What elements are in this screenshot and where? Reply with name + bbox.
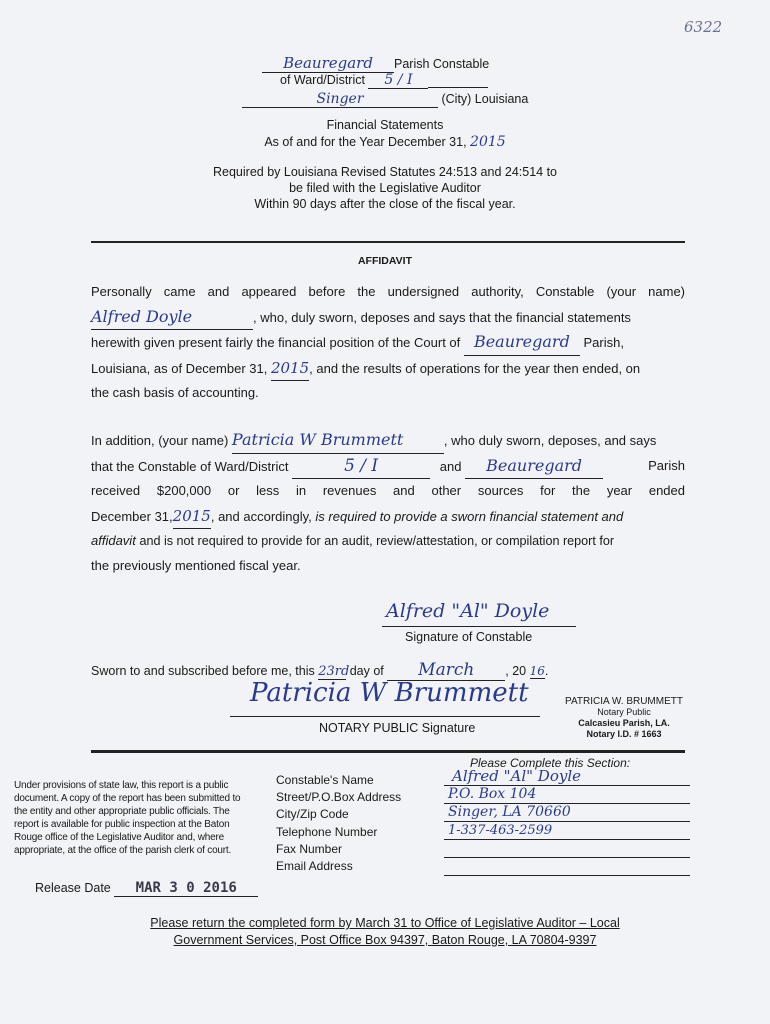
side-note-line: the entity and other appropriate public officials. The	[14, 806, 230, 817]
sworn-year: 16	[529, 664, 545, 678]
side-note-line: Rouge office of the Legislative Auditor and, where	[14, 832, 224, 843]
notary-signature-line	[230, 716, 540, 717]
stamp-name: PATRICIA W. BRUMMETT	[565, 696, 683, 707]
please-complete-label: Please Complete this Section:	[470, 756, 631, 770]
document-number: 6322	[684, 18, 723, 36]
p1-line-1: Personally came and appeared before the undersigned authority, Constable (your name)	[91, 284, 685, 299]
stamp-id: Notary I.D. # 1663	[586, 729, 662, 739]
city-label: (City) Louisiana	[441, 92, 529, 106]
label-telephone: Telephone Number	[276, 824, 378, 839]
p2-parish: Beauregard	[465, 454, 603, 480]
label-constable-name: Constable's Name	[276, 773, 374, 787]
affidavit-title: AFFIDAVIT	[357, 255, 413, 267]
sworn-line: Sworn to and subscribed before me, this 23rd day of March , 20 16.	[91, 660, 549, 680]
sworn-a: Sworn to and subscribed before me, this	[91, 664, 315, 678]
ward-label: of Ward/District	[280, 73, 365, 87]
value-fax	[444, 840, 690, 858]
side-note-line: Under provisions of state law, this report is a public	[14, 780, 229, 791]
constable-signature: Alfred "Al" Doyle	[386, 600, 550, 622]
footer-text-1: Please return the completed form by March 31 to Office of Legislative Auditor – Local	[150, 916, 620, 930]
constable-signature-label: Signature of Constable	[405, 630, 533, 644]
side-note-line: document. A copy of the report has been submitted to	[14, 793, 241, 804]
parish-handwritten: Beauregard	[262, 54, 394, 73]
p1-year: 2015	[271, 356, 309, 382]
footer-line-2	[0, 933, 770, 947]
label-city-zip: City/Zip Code	[276, 807, 349, 822]
contact-labels	[276, 772, 401, 875]
p2-line-3: received $200,000 or less in revenues and other sources for the year ended	[91, 483, 685, 498]
parish-line	[262, 54, 489, 73]
p2-line-1	[91, 428, 685, 454]
footer-text-2: Government Services, Post Office Box 94397, Baton Rouge, LA 70804-9397	[173, 933, 597, 947]
value-telephone: 1-337-463-2599	[444, 822, 690, 840]
required-line-2: be filed with the Legislative Auditor	[289, 181, 481, 195]
p1-line-5: the cash basis of accounting.	[91, 385, 259, 400]
ward-blank	[428, 73, 488, 88]
notary-signature: Patricia W Brummett	[250, 678, 529, 708]
stamp-title: Notary Public	[597, 707, 651, 717]
p2-year: 2015	[173, 504, 211, 530]
p1-parish: Beauregard	[464, 330, 580, 356]
year-handwritten: 2015	[470, 134, 506, 150]
p1-b: , who, duly sworn, deposes and says that the financial statements	[253, 309, 631, 325]
public-document-note	[14, 779, 276, 857]
p2-italic-2: affidavit	[91, 533, 136, 548]
sworn-c: , 20	[505, 664, 527, 678]
sworn-month: March	[387, 660, 505, 681]
affidavit-paragraph-2	[91, 428, 685, 578]
p2-line-2	[91, 454, 685, 480]
p1-d: Parish,	[583, 335, 624, 350]
p1-c: herewith given present fairly the financial position of the Court of	[91, 335, 461, 350]
p1-line-4	[91, 356, 685, 382]
footer-line-1	[0, 916, 770, 930]
constable-signature-line	[382, 626, 576, 627]
city-handwritten: Singer	[242, 91, 438, 108]
p2-line-6: the previously mentioned fiscal year.	[91, 557, 301, 573]
notary-stamp	[558, 696, 690, 740]
divider-top	[91, 241, 685, 243]
release-date-label: Release Date	[35, 881, 111, 895]
required-line-1: Required by Louisiana Revised Statutes 24:513 and 24:514 to	[213, 165, 557, 179]
release-date-stamp: MAR 3 0 2016	[114, 880, 258, 897]
parish-constable-label: Parish Constable	[394, 57, 490, 71]
release-date	[35, 880, 258, 897]
notary-signature-label: NOTARY PUBLIC Signature	[319, 721, 476, 735]
sworn-day: 23rd	[318, 664, 350, 679]
ward-line	[280, 72, 488, 89]
as-of-line	[0, 134, 770, 150]
side-note-line: report is available for public inspection at the Baton	[14, 819, 230, 830]
p2-c: that the Constable of Ward/District	[91, 458, 289, 474]
p2-name: Patricia W Brummett	[232, 428, 444, 454]
contact-values	[444, 768, 690, 876]
divider-bottom	[91, 750, 685, 753]
p2-italic-1: is required to provide a sworn financial statement and	[315, 508, 624, 524]
p2-ward: 5 / I	[292, 454, 430, 480]
required-line-3: Within 90 days after the close of the fiscal year.	[254, 197, 516, 211]
sworn-b: day of	[349, 664, 384, 678]
as-of-label: As of and for the Year December 31,	[264, 135, 467, 149]
p1-constable-name: Alfred Doyle	[91, 305, 253, 331]
p2-and: and	[439, 458, 462, 474]
ward-handwritten: 5 / I	[368, 72, 428, 89]
label-fax: Fax Number	[276, 841, 343, 856]
p2-g: , and accordingly,	[210, 508, 312, 524]
side-note-line: appropriate, at the office of the parish clerk of court.	[14, 845, 232, 856]
p1-line-3	[91, 330, 685, 356]
p1-line-2	[91, 305, 685, 331]
financial-statements: Financial Statements	[326, 118, 444, 132]
p2-h: and is not required to provide for an audit, review/attestation, or compilation report for	[139, 534, 615, 548]
p1-f: , and the results of operations for the year then ended, on	[309, 360, 641, 376]
p2-line-4	[91, 504, 685, 530]
p2-line-5	[91, 529, 685, 554]
label-email: Email Address	[276, 859, 353, 874]
stamp-parish: Calcasieu Parish, LA.	[578, 718, 670, 728]
value-constable-name: Alfred "Al" Doyle	[444, 768, 690, 786]
label-street-address: Street/P.O.Box Address	[276, 790, 402, 805]
p2-a: In addition, (your name)	[91, 433, 229, 448]
p2-f: December 31,	[91, 508, 173, 524]
value-email	[444, 858, 690, 876]
p2-d: Parish	[648, 457, 685, 473]
p2-b: , who duly sworn, deposes, and says	[443, 433, 657, 448]
city-line	[242, 91, 528, 108]
p1-e: Louisiana, as of December 31,	[91, 360, 268, 376]
affidavit-paragraph-1	[91, 280, 685, 406]
value-city-zip: Singer, LA 70660	[444, 804, 690, 822]
value-street-address: P.O. Box 104	[444, 786, 690, 804]
